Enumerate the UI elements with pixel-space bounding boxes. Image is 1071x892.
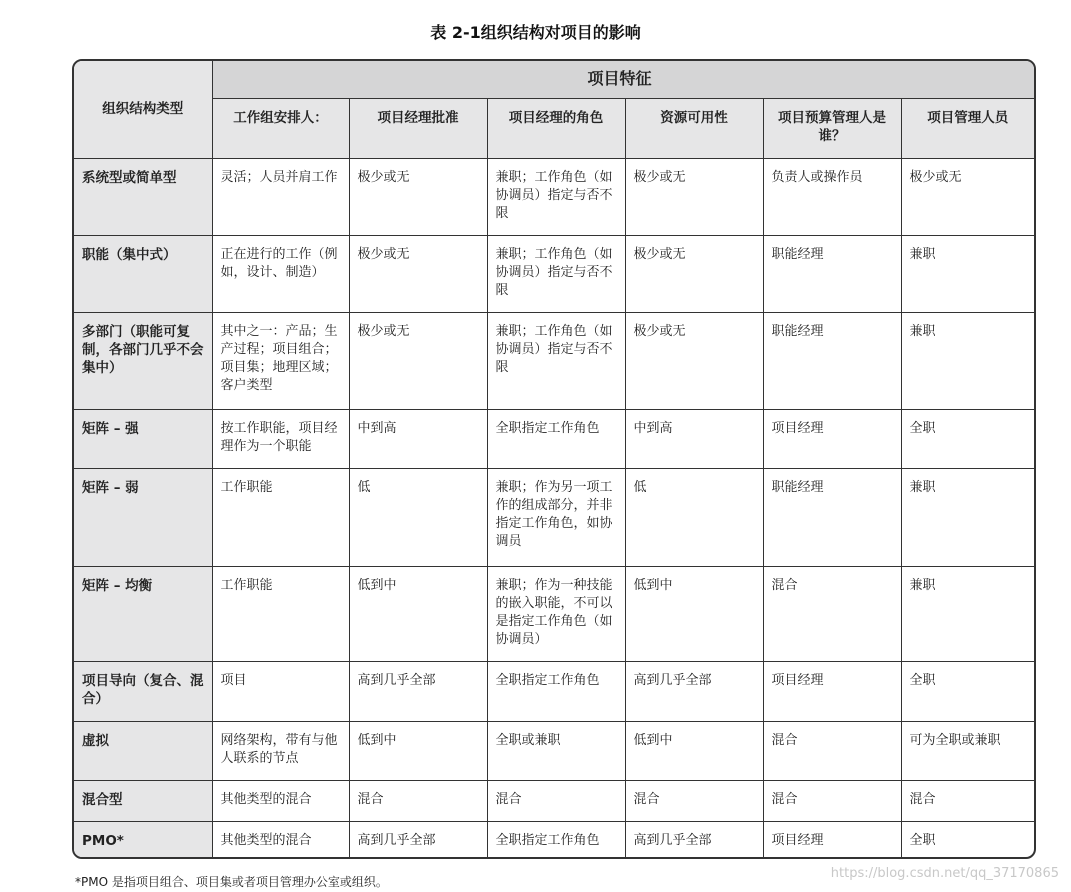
table-cell: 负责人或操作员 — [763, 158, 901, 235]
table-cell: 全职 — [901, 661, 1034, 721]
row-header: 项目导向（复合、混合） — [74, 661, 212, 721]
watermark: https://blog.csdn.net/qq_37170865 — [830, 866, 1059, 881]
table-title: 表 2-1组织结构对项目的影响 — [430, 23, 641, 42]
table-row — [74, 780, 1034, 821]
table-cell: 混合 — [349, 780, 487, 821]
table-cell: 全职指定工作角色 — [487, 409, 625, 468]
table-cell: 全职指定工作角色 — [487, 821, 625, 859]
table-cell: 高到几乎全部 — [625, 661, 763, 721]
table-cell: 高到几乎全部 — [349, 821, 487, 859]
table-cell: 低到中 — [625, 566, 763, 661]
table-cell: 项目 — [212, 661, 349, 721]
group-header: 项目特征 — [212, 61, 1034, 98]
table-cell: 低 — [349, 468, 487, 566]
footnote: *PMO 是指项目组合、项目集或者项目管理办公室或组织。 — [75, 875, 388, 889]
row-header: 矩阵 – 均衡 — [74, 566, 212, 661]
table-cell: 全职 — [901, 821, 1034, 859]
table-row — [74, 821, 1034, 859]
table-cell: 可为全职或兼职 — [901, 721, 1034, 780]
corner-header: 组织结构类型 — [74, 61, 212, 158]
table-cell: 网络架构，带有与他人联系的节点 — [212, 721, 349, 780]
column-header: 项目管理人员 — [901, 98, 1034, 158]
column-header: 项目经理的角色 — [487, 98, 625, 158]
table-cell: 全职或兼职 — [487, 721, 625, 780]
table-row — [74, 566, 1034, 661]
table-cell: 高到几乎全部 — [349, 661, 487, 721]
table-cell: 混合 — [763, 780, 901, 821]
table-cell: 正在进行的工作（例如，设计、制造） — [212, 235, 349, 312]
table-cell: 兼职；工作角色（如协调员）指定与否不限 — [487, 235, 625, 312]
table-cell: 极少或无 — [349, 235, 487, 312]
table-cell: 兼职；工作角色（如协调员）指定与否不限 — [487, 158, 625, 235]
table-cell: 极少或无 — [349, 158, 487, 235]
table-cell: 中到高 — [625, 409, 763, 468]
org-structure-table — [72, 59, 1036, 859]
row-header: 矩阵 – 强 — [74, 409, 212, 468]
column-header: 资源可用性 — [625, 98, 763, 158]
table-cell: 项目经理 — [763, 821, 901, 859]
table-cell: 混合 — [763, 566, 901, 661]
table-cell: 全职指定工作角色 — [487, 661, 625, 721]
table-row — [74, 312, 1034, 409]
table-cell: 混合 — [625, 780, 763, 821]
table-cell: 极少或无 — [349, 312, 487, 409]
table-cell: 项目经理 — [763, 661, 901, 721]
row-header: 虚拟 — [74, 721, 212, 780]
column-header: 项目预算管理人是谁？ — [763, 98, 901, 158]
table-cell: 中到高 — [349, 409, 487, 468]
table-row — [74, 721, 1034, 780]
table-cell: 低 — [625, 468, 763, 566]
table-cell: 其他类型的混合 — [212, 821, 349, 859]
table-cell: 按工作职能，项目经理作为一个职能 — [212, 409, 349, 468]
table-cell: 全职 — [901, 409, 1034, 468]
table-cell: 工作职能 — [212, 468, 349, 566]
table-cell: 职能经理 — [763, 235, 901, 312]
table-cell: 低到中 — [349, 721, 487, 780]
table-cell: 低到中 — [625, 721, 763, 780]
table-cell: 极少或无 — [625, 312, 763, 409]
table-cell: 项目经理 — [763, 409, 901, 468]
row-header: 矩阵 – 弱 — [74, 468, 212, 566]
table-cell: 兼职 — [901, 235, 1034, 312]
table-cell: 职能经理 — [763, 468, 901, 566]
table-cell: 兼职 — [901, 468, 1034, 566]
table-cell: 混合 — [901, 780, 1034, 821]
table-cell: 高到几乎全部 — [625, 821, 763, 859]
row-header: 混合型 — [74, 780, 212, 821]
table-cell: 混合 — [487, 780, 625, 821]
table-cell: 其他类型的混合 — [212, 780, 349, 821]
table-cell: 兼职 — [901, 312, 1034, 409]
table-cell: 极少或无 — [625, 158, 763, 235]
table-row — [74, 468, 1034, 566]
table-cell: 灵活；人员并肩工作 — [212, 158, 349, 235]
table-row — [74, 661, 1034, 721]
table-cell: 兼职 — [901, 566, 1034, 661]
table-cell: 职能经理 — [763, 312, 901, 409]
table-cell: 其中之一：产品；生产过程；项目组合；项目集；地理区域；客户类型 — [212, 312, 349, 409]
row-header: 多部门（职能可复制，各部门几乎不会集中） — [74, 312, 212, 409]
table-row — [74, 235, 1034, 312]
row-header: 系统型或简单型 — [74, 158, 212, 235]
table-cell: 兼职；作为另一项工作的组成部分，并非指定工作角色，如协调员 — [487, 468, 625, 566]
table-cell: 低到中 — [349, 566, 487, 661]
column-header: 工作组安排人： — [212, 98, 349, 158]
table-row — [74, 158, 1034, 235]
column-header: 项目经理批准 — [349, 98, 487, 158]
table-cell: 兼职；作为一种技能的嵌入职能，不可以是指定工作角色（如协调员） — [487, 566, 625, 661]
table-cell: 混合 — [763, 721, 901, 780]
row-header: 职能（集中式） — [74, 235, 212, 312]
table-cell: 极少或无 — [625, 235, 763, 312]
table-row — [74, 409, 1034, 468]
table-cell: 极少或无 — [901, 158, 1034, 235]
table-cell: 兼职；工作角色（如协调员）指定与否不限 — [487, 312, 625, 409]
row-header: PMO* — [74, 821, 212, 859]
table-cell: 工作职能 — [212, 566, 349, 661]
